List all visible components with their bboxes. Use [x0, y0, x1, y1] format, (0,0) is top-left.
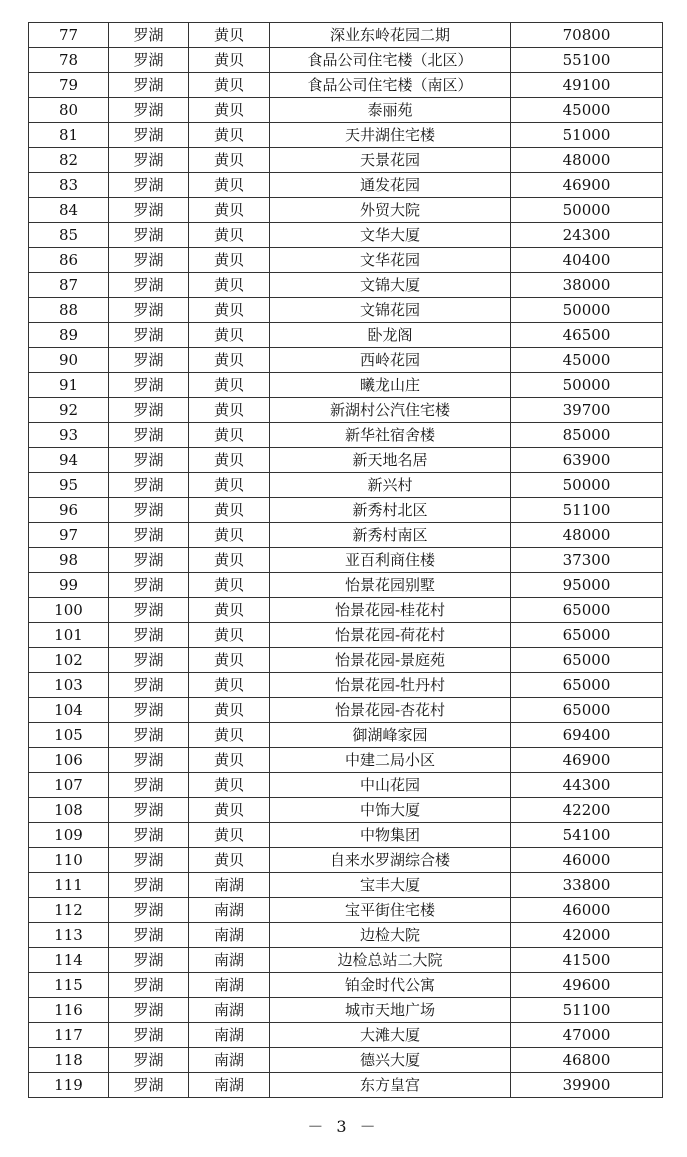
table-row: [29, 948, 663, 973]
cell-street: 黄贝: [189, 48, 270, 73]
cell-price: 33800: [511, 873, 663, 898]
table-row: [29, 48, 663, 73]
cell-price: 85000: [511, 423, 663, 448]
cell-price: 49600: [511, 973, 663, 998]
cell-street: 黄贝: [189, 173, 270, 198]
table-row: [29, 1073, 663, 1098]
cell-price: 65000: [511, 698, 663, 723]
housing-price-table: [28, 22, 663, 1098]
table-row: [29, 223, 663, 248]
cell-community-name: 新兴村: [270, 473, 511, 498]
table-row: [29, 773, 663, 798]
cell-district: 罗湖: [109, 748, 189, 773]
cell-street: 黄贝: [189, 498, 270, 523]
cell-district: 罗湖: [109, 98, 189, 123]
cell-number: 92: [29, 398, 109, 423]
table-row: [29, 273, 663, 298]
cell-community-name: 文锦花园: [270, 298, 511, 323]
cell-price: 65000: [511, 623, 663, 648]
cell-district: 罗湖: [109, 23, 189, 48]
cell-number: 104: [29, 698, 109, 723]
cell-district: 罗湖: [109, 523, 189, 548]
cell-number: 91: [29, 373, 109, 398]
cell-price: 38000: [511, 273, 663, 298]
cell-district: 罗湖: [109, 923, 189, 948]
cell-district: 罗湖: [109, 48, 189, 73]
table-row: [29, 623, 663, 648]
cell-number: 77: [29, 23, 109, 48]
cell-district: 罗湖: [109, 1023, 189, 1048]
cell-community-name: 中山花园: [270, 773, 511, 798]
cell-community-name: 中物集团: [270, 823, 511, 848]
table-row: [29, 473, 663, 498]
cell-community-name: 御湖峰家园: [270, 723, 511, 748]
cell-street: 南湖: [189, 948, 270, 973]
table-row: [29, 323, 663, 348]
cell-number: 117: [29, 1023, 109, 1048]
cell-street: 黄贝: [189, 373, 270, 398]
cell-number: 96: [29, 498, 109, 523]
cell-community-name: 自来水罗湖综合楼: [270, 848, 511, 873]
cell-street: 黄贝: [189, 673, 270, 698]
cell-community-name: 通发花园: [270, 173, 511, 198]
table-row: [29, 73, 663, 98]
cell-number: 86: [29, 248, 109, 273]
table-row: [29, 898, 663, 923]
cell-number: 93: [29, 423, 109, 448]
cell-district: 罗湖: [109, 198, 189, 223]
cell-community-name: 铂金时代公寓: [270, 973, 511, 998]
cell-number: 80: [29, 98, 109, 123]
cell-district: 罗湖: [109, 498, 189, 523]
table-row: [29, 823, 663, 848]
cell-community-name: 亚百利商住楼: [270, 548, 511, 573]
cell-street: 黄贝: [189, 773, 270, 798]
cell-street: 南湖: [189, 1048, 270, 1073]
cell-street: 黄贝: [189, 148, 270, 173]
cell-street: 黄贝: [189, 273, 270, 298]
cell-price: 69400: [511, 723, 663, 748]
cell-street: 黄贝: [189, 98, 270, 123]
cell-price: 46800: [511, 1048, 663, 1073]
cell-number: 100: [29, 598, 109, 623]
cell-district: 罗湖: [109, 323, 189, 348]
cell-community-name: 天井湖住宅楼: [270, 123, 511, 148]
cell-district: 罗湖: [109, 248, 189, 273]
cell-price: 63900: [511, 448, 663, 473]
cell-number: 113: [29, 923, 109, 948]
cell-community-name: 新天地名居: [270, 448, 511, 473]
cell-price: 47000: [511, 1023, 663, 1048]
cell-number: 112: [29, 898, 109, 923]
cell-district: 罗湖: [109, 773, 189, 798]
cell-number: 116: [29, 998, 109, 1023]
cell-number: 107: [29, 773, 109, 798]
cell-community-name: 文华大厦: [270, 223, 511, 248]
cell-community-name: 怡景花园-牡丹村: [270, 673, 511, 698]
table-row: [29, 998, 663, 1023]
cell-community-name: 曦龙山庄: [270, 373, 511, 398]
table-row: [29, 123, 663, 148]
cell-community-name: 城市天地广场: [270, 998, 511, 1023]
cell-street: 黄贝: [189, 523, 270, 548]
cell-street: 黄贝: [189, 623, 270, 648]
table-row: [29, 373, 663, 398]
cell-community-name: 德兴大厦: [270, 1048, 511, 1073]
cell-district: 罗湖: [109, 673, 189, 698]
cell-district: 罗湖: [109, 848, 189, 873]
cell-community-name: 西岭花园: [270, 348, 511, 373]
table-body: [29, 23, 663, 1098]
cell-price: 39700: [511, 398, 663, 423]
cell-number: 95: [29, 473, 109, 498]
cell-street: 南湖: [189, 898, 270, 923]
cell-street: 黄贝: [189, 448, 270, 473]
cell-district: 罗湖: [109, 648, 189, 673]
cell-district: 罗湖: [109, 698, 189, 723]
cell-community-name: 怡景花园-景庭苑: [270, 648, 511, 673]
cell-price: 54100: [511, 823, 663, 848]
cell-price: 41500: [511, 948, 663, 973]
cell-price: 50000: [511, 298, 663, 323]
table-row: [29, 1023, 663, 1048]
cell-district: 罗湖: [109, 623, 189, 648]
cell-number: 87: [29, 273, 109, 298]
cell-price: 45000: [511, 348, 663, 373]
cell-price: 40400: [511, 248, 663, 273]
cell-number: 98: [29, 548, 109, 573]
cell-district: 罗湖: [109, 73, 189, 98]
cell-community-name: 中建二局小区: [270, 748, 511, 773]
cell-community-name: 外贸大院: [270, 198, 511, 223]
cell-community-name: 大滩大厦: [270, 1023, 511, 1048]
cell-community-name: 宝平街住宅楼: [270, 898, 511, 923]
cell-number: 109: [29, 823, 109, 848]
cell-price: 46900: [511, 173, 663, 198]
table-row: [29, 923, 663, 948]
cell-price: 46000: [511, 898, 663, 923]
table-row: [29, 798, 663, 823]
cell-street: 南湖: [189, 998, 270, 1023]
cell-district: 罗湖: [109, 998, 189, 1023]
cell-district: 罗湖: [109, 1048, 189, 1073]
cell-street: 南湖: [189, 873, 270, 898]
cell-district: 罗湖: [109, 948, 189, 973]
table-row: [29, 198, 663, 223]
cell-street: 黄贝: [189, 598, 270, 623]
cell-community-name: 东方皇宫: [270, 1073, 511, 1098]
cell-price: 50000: [511, 473, 663, 498]
cell-community-name: 食品公司住宅楼（南区）: [270, 73, 511, 98]
table-row: [29, 298, 663, 323]
cell-street: 黄贝: [189, 823, 270, 848]
cell-number: 105: [29, 723, 109, 748]
cell-street: 黄贝: [189, 748, 270, 773]
cell-street: 南湖: [189, 1023, 270, 1048]
table-row: [29, 748, 663, 773]
cell-street: 黄贝: [189, 573, 270, 598]
table-row: [29, 848, 663, 873]
cell-number: 99: [29, 573, 109, 598]
cell-number: 115: [29, 973, 109, 998]
cell-community-name: 怡景花园-桂花村: [270, 598, 511, 623]
cell-number: 119: [29, 1073, 109, 1098]
cell-district: 罗湖: [109, 123, 189, 148]
cell-price: 44300: [511, 773, 663, 798]
cell-street: 黄贝: [189, 198, 270, 223]
table-row: [29, 573, 663, 598]
cell-price: 51100: [511, 498, 663, 523]
cell-number: 106: [29, 748, 109, 773]
cell-price: 48000: [511, 523, 663, 548]
table-row: [29, 173, 663, 198]
cell-price: 24300: [511, 223, 663, 248]
cell-price: 48000: [511, 148, 663, 173]
table-row: [29, 598, 663, 623]
cell-community-name: 新秀村南区: [270, 523, 511, 548]
cell-street: 黄贝: [189, 848, 270, 873]
cell-district: 罗湖: [109, 348, 189, 373]
table-row: [29, 398, 663, 423]
cell-number: 78: [29, 48, 109, 73]
cell-district: 罗湖: [109, 1073, 189, 1098]
cell-price: 55100: [511, 48, 663, 73]
cell-number: 102: [29, 648, 109, 673]
cell-number: 85: [29, 223, 109, 248]
cell-district: 罗湖: [109, 798, 189, 823]
cell-price: 65000: [511, 673, 663, 698]
table-row: [29, 98, 663, 123]
cell-community-name: 新秀村北区: [270, 498, 511, 523]
table-row: [29, 148, 663, 173]
cell-price: 50000: [511, 198, 663, 223]
cell-street: 黄贝: [189, 698, 270, 723]
table-row: [29, 448, 663, 473]
cell-community-name: 新湖村公汽住宅楼: [270, 398, 511, 423]
cell-number: 82: [29, 148, 109, 173]
table-row: [29, 348, 663, 373]
cell-district: 罗湖: [109, 448, 189, 473]
cell-price: 46500: [511, 323, 663, 348]
cell-street: 南湖: [189, 973, 270, 998]
cell-price: 65000: [511, 598, 663, 623]
cell-price: 65000: [511, 648, 663, 673]
cell-price: 37300: [511, 548, 663, 573]
cell-district: 罗湖: [109, 398, 189, 423]
cell-street: 黄贝: [189, 73, 270, 98]
cell-district: 罗湖: [109, 473, 189, 498]
cell-district: 罗湖: [109, 273, 189, 298]
cell-district: 罗湖: [109, 373, 189, 398]
table-row: [29, 1048, 663, 1073]
cell-community-name: 泰丽苑: [270, 98, 511, 123]
cell-district: 罗湖: [109, 873, 189, 898]
cell-district: 罗湖: [109, 898, 189, 923]
cell-community-name: 深业东岭花园二期: [270, 23, 511, 48]
cell-number: 88: [29, 298, 109, 323]
cell-number: 118: [29, 1048, 109, 1073]
table-row: [29, 548, 663, 573]
cell-price: 95000: [511, 573, 663, 598]
cell-price: 39900: [511, 1073, 663, 1098]
table-row: [29, 648, 663, 673]
cell-district: 罗湖: [109, 973, 189, 998]
cell-number: 114: [29, 948, 109, 973]
cell-community-name: 新华社宿舍楼: [270, 423, 511, 448]
cell-district: 罗湖: [109, 173, 189, 198]
cell-community-name: 天景花园: [270, 148, 511, 173]
cell-community-name: 宝丰大厦: [270, 873, 511, 898]
cell-community-name: 边检大院: [270, 923, 511, 948]
cell-number: 94: [29, 448, 109, 473]
cell-number: 89: [29, 323, 109, 348]
cell-community-name: 文锦大厦: [270, 273, 511, 298]
cell-street: 黄贝: [189, 323, 270, 348]
cell-community-name: 怡景花园-杏花村: [270, 698, 511, 723]
cell-price: 70800: [511, 23, 663, 48]
cell-street: 黄贝: [189, 723, 270, 748]
cell-number: 79: [29, 73, 109, 98]
cell-community-name: 边检总站二大院: [270, 948, 511, 973]
table-row: [29, 873, 663, 898]
cell-street: 黄贝: [189, 398, 270, 423]
cell-number: 81: [29, 123, 109, 148]
cell-community-name: 文华花园: [270, 248, 511, 273]
cell-number: 84: [29, 198, 109, 223]
table-row: [29, 423, 663, 448]
cell-district: 罗湖: [109, 823, 189, 848]
cell-number: 110: [29, 848, 109, 873]
cell-district: 罗湖: [109, 148, 189, 173]
cell-street: 黄贝: [189, 548, 270, 573]
cell-district: 罗湖: [109, 573, 189, 598]
cell-community-name: 怡景花园-荷花村: [270, 623, 511, 648]
cell-street: 黄贝: [189, 423, 270, 448]
cell-number: 103: [29, 673, 109, 698]
page-number: － 3 －: [307, 1117, 380, 1136]
cell-price: 50000: [511, 373, 663, 398]
cell-community-name: 中饰大厦: [270, 798, 511, 823]
cell-community-name: 食品公司住宅楼（北区）: [270, 48, 511, 73]
table-row: [29, 698, 663, 723]
cell-district: 罗湖: [109, 723, 189, 748]
cell-street: 黄贝: [189, 223, 270, 248]
cell-street: 黄贝: [189, 473, 270, 498]
cell-district: 罗湖: [109, 298, 189, 323]
table-row: [29, 523, 663, 548]
cell-district: 罗湖: [109, 423, 189, 448]
cell-price: 42200: [511, 798, 663, 823]
cell-price: 51100: [511, 998, 663, 1023]
table-row: [29, 498, 663, 523]
table-row: [29, 23, 663, 48]
table-row: [29, 673, 663, 698]
cell-community-name: 怡景花园别墅: [270, 573, 511, 598]
cell-district: 罗湖: [109, 598, 189, 623]
cell-number: 97: [29, 523, 109, 548]
cell-number: 83: [29, 173, 109, 198]
cell-price: 46000: [511, 848, 663, 873]
cell-district: 罗湖: [109, 548, 189, 573]
cell-street: 南湖: [189, 1073, 270, 1098]
cell-street: 黄贝: [189, 298, 270, 323]
table-row: [29, 723, 663, 748]
cell-price: 45000: [511, 98, 663, 123]
cell-number: 108: [29, 798, 109, 823]
cell-number: 111: [29, 873, 109, 898]
cell-price: 51000: [511, 123, 663, 148]
cell-price: 49100: [511, 73, 663, 98]
cell-street: 黄贝: [189, 23, 270, 48]
cell-street: 黄贝: [189, 248, 270, 273]
cell-street: 黄贝: [189, 348, 270, 373]
cell-street: 黄贝: [189, 798, 270, 823]
cell-number: 101: [29, 623, 109, 648]
cell-price: 46900: [511, 748, 663, 773]
cell-district: 罗湖: [109, 223, 189, 248]
table-row: [29, 248, 663, 273]
cell-street: 黄贝: [189, 648, 270, 673]
cell-community-name: 卧龙阁: [270, 323, 511, 348]
cell-price: 42000: [511, 923, 663, 948]
cell-street: 黄贝: [189, 123, 270, 148]
cell-street: 南湖: [189, 923, 270, 948]
cell-number: 90: [29, 348, 109, 373]
table-row: [29, 973, 663, 998]
